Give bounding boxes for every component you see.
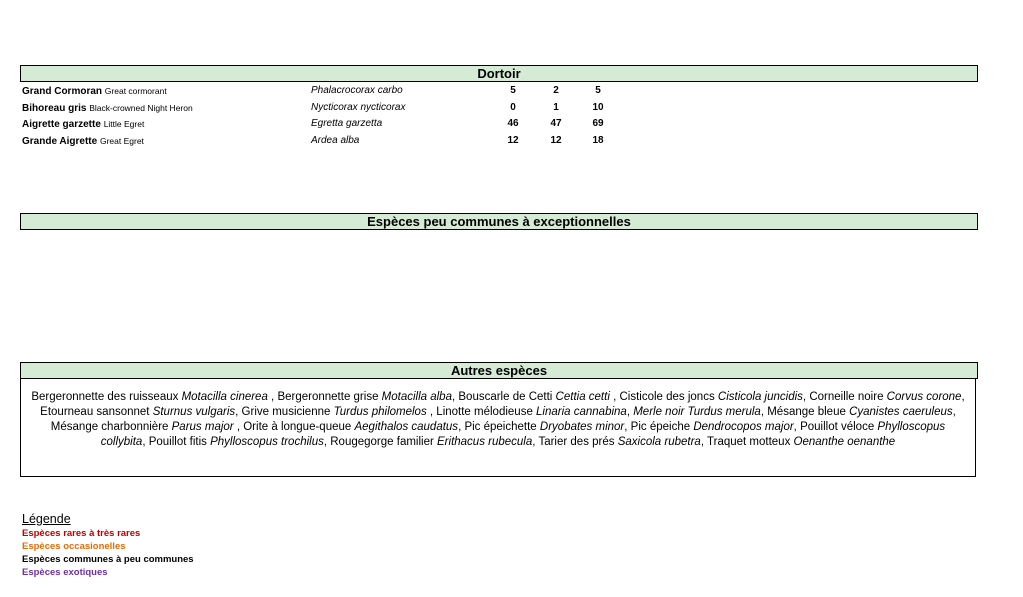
uncommon-species-header: Espèces peu communes à exceptionnelles	[20, 213, 978, 230]
count-1: 0	[510, 101, 516, 113]
species-common-name: Corneille noire	[809, 391, 887, 403]
species-common-name: Orite à longue-queue	[243, 421, 355, 433]
latin-name: Ardea alba	[311, 134, 360, 146]
dortoir-header: Dortoir	[20, 65, 978, 82]
legend	[22, 512, 194, 579]
table-row	[22, 133, 622, 150]
species-latin-name: Motacilla cinerea	[181, 391, 268, 403]
species-common-name: Pouillot fitis	[148, 436, 211, 448]
species-common-name: Bouscarle de Cetti	[458, 391, 556, 403]
species-item: Bergeronnette grise Motacilla alba,	[277, 391, 459, 403]
species-common-name: Tarier des prés	[538, 436, 618, 448]
species-common-name: Pic épeichette	[464, 421, 540, 433]
latin-name: Phalacrocorax carbo	[311, 85, 403, 96]
species-latin-name: Turdus philomelos	[333, 406, 427, 418]
species-latin-name: Sturnus vulgaris	[152, 406, 236, 418]
species-latin-name: Phylloscopus trochilus	[210, 436, 324, 448]
legend-item: Espèces occasionelles	[22, 541, 126, 552]
species-item: Pouillot fitis Phylloscopus trochilus,	[148, 436, 331, 448]
species-common-name: Grive musicienne	[241, 406, 334, 418]
common-name: Grande Aigrette Great Egret	[22, 135, 144, 147]
species-common-name: Mésange bleue	[767, 406, 850, 418]
species-common-name: Mésange charbonnière	[50, 421, 172, 433]
dortoir-table	[22, 83, 622, 149]
count-2: 1	[553, 101, 559, 113]
other-species-header: Autres espèces	[20, 362, 978, 379]
species-common-name: Traquet motteux	[707, 436, 794, 448]
species-common-name: Cisticole des joncs	[619, 391, 718, 403]
species-latin-name: Dryobates minor	[539, 421, 625, 433]
other-species-list	[31, 390, 965, 450]
species-common-name: Linotte mélodieuse	[436, 406, 537, 418]
species-item: Etourneau sansonnet Sturnus vulgaris,	[40, 406, 242, 418]
species-item: Corneille noire Corvus corone,	[809, 391, 965, 403]
count-1: 46	[507, 118, 519, 129]
species-latin-name: Saxicola rubetra	[617, 436, 701, 448]
table-row	[22, 83, 622, 100]
common-name: Grand Cormoran Great cormorant	[22, 86, 167, 97]
latin-name: Nycticorax nycticorax	[311, 101, 406, 113]
species-latin-name: Dendrocopos major	[693, 421, 794, 433]
count-2: 12	[550, 134, 562, 146]
common-name: Bihoreau gris Black-crowned Night Heron	[22, 102, 193, 114]
legend-item: Espèces exotiques	[22, 567, 108, 578]
species-item: Orite à longue-queue Aegithalos caudatus,	[243, 421, 465, 433]
species-latin-name: Cyanistes caeruleus	[849, 406, 953, 418]
species-latin-name: Erithacus rubecula	[437, 436, 533, 448]
species-item: Cisticole des joncs Cisticola juncidis,	[619, 391, 810, 403]
count-2: 47	[550, 118, 562, 129]
species-item: Grive musicienne Turdus philomelos ,	[241, 406, 437, 418]
common-name: Aigrette garzette Little Egret	[22, 119, 145, 130]
latin-name: Egretta garzetta	[311, 118, 383, 129]
species-common-name: Etourneau sansonnet	[40, 406, 153, 418]
species-item: Bergeronnette des ruisseaux Motacilla cinerea ,	[31, 391, 278, 403]
species-latin-name: Merle noir Turdus merula	[633, 406, 761, 418]
species-item: Pic épeichette Dryobates minor,	[464, 421, 631, 433]
count-3: 5	[595, 85, 601, 96]
species-item: Linotte mélodieuse Linaria cannabina,	[436, 406, 634, 418]
species-common-name: Bergeronnette grise	[277, 391, 382, 403]
legend-item: Espèces communes à peu communes	[22, 554, 194, 565]
species-latin-name: Phylloscopus collybita	[100, 421, 946, 448]
species-common-name: Bergeronnette des ruisseaux	[31, 391, 182, 403]
species-common-name: Pouillot véloce	[800, 421, 878, 433]
species-item: Merle noir Turdus merula,	[633, 406, 768, 418]
count-3: 10	[592, 101, 604, 113]
species-common-name: Rougegorge familier	[330, 436, 438, 448]
count-2: 2	[553, 85, 559, 96]
count-3: 69	[592, 118, 604, 129]
species-item: Pouillot véloce Phylloscopus collybita,	[100, 421, 946, 448]
species-common-name: Pic épeiche	[630, 421, 694, 433]
species-item: Bouscarle de Cetti Cettia cetti ,	[458, 391, 620, 403]
species-latin-name: Linaria cannabina	[536, 406, 627, 418]
count-3: 18	[592, 134, 604, 146]
legend-items	[22, 527, 194, 579]
legend-title: Légende	[22, 512, 71, 526]
other-species-box	[20, 378, 976, 477]
species-latin-name: Parus major	[171, 421, 234, 433]
species-item: Rougegorge familier Erithacus rubecula,	[330, 436, 539, 448]
species-latin-name: Corvus corone	[886, 391, 962, 403]
count-1: 12	[507, 134, 519, 146]
species-item: Mésange bleue Cyanistes caeruleus,	[767, 406, 956, 418]
legend-item: Espèces rares à très rares	[22, 528, 141, 539]
species-item: Tarier des prés Saxicola rubetra,	[538, 436, 708, 448]
species-latin-name: Oenanthe oenanthe	[793, 436, 896, 448]
species-item: Pic épeiche Dendrocopos major,	[630, 421, 801, 433]
species-latin-name: Aegithalos caudatus	[354, 421, 459, 433]
table-row	[22, 116, 622, 133]
species-item	[707, 436, 895, 448]
species-item: Mésange charbonnière Parus major ,	[50, 421, 244, 433]
count-1: 5	[510, 85, 516, 96]
table-row	[22, 100, 622, 117]
species-latin-name: Cisticola juncidis	[717, 391, 803, 403]
species-latin-name: Motacilla alba	[381, 391, 452, 403]
species-latin-name: Cettia cetti	[555, 391, 610, 403]
